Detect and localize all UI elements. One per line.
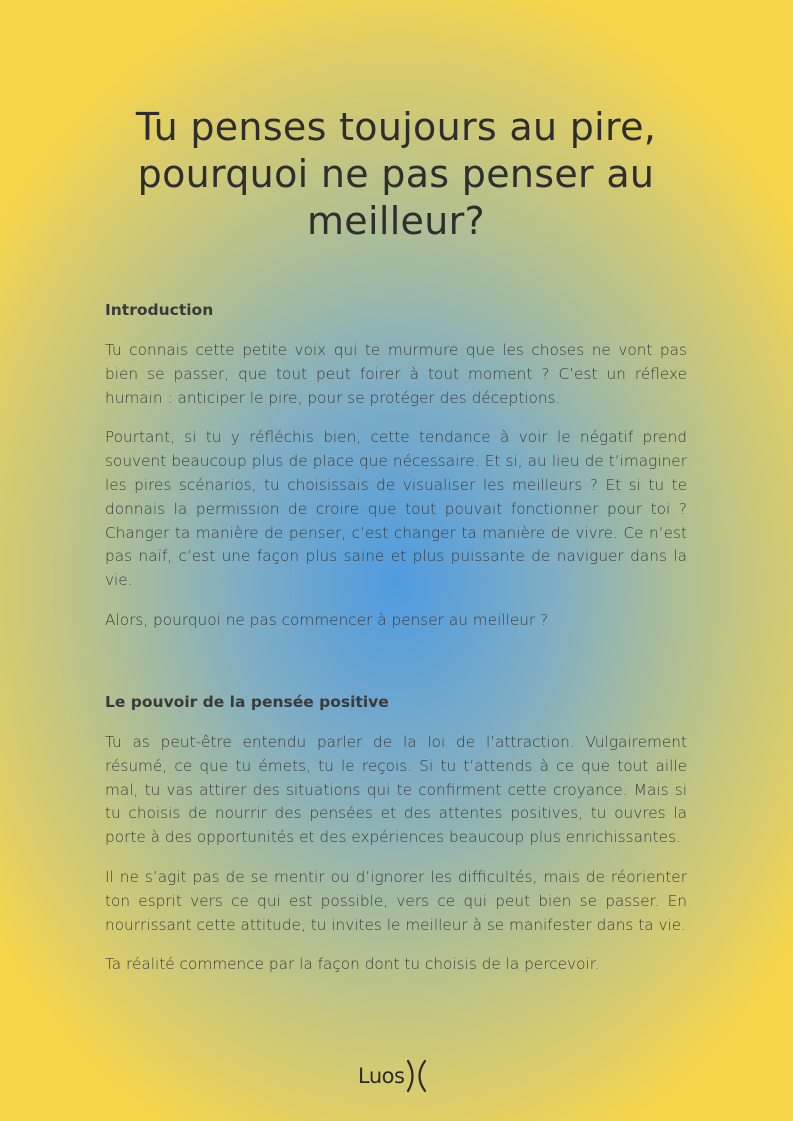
section-heading: Introduction	[105, 301, 214, 319]
paragraph: Ta réalité commence par la façon dont tu choisis de la percevoir.	[105, 955, 600, 974]
bracket-moon-logo-icon	[405, 1058, 431, 1094]
paragraph: Alors, pourquoi ne pas commencer à penser au meilleur ?	[105, 610, 549, 629]
paragraph: Pourtant, si tu y réfléchis bien, cette tendance à voir le négatif prend souvent beaucoup plus de place que nécessaire. Et si, au lieu de t’imaginer les pires scénarios, tu choisissais de visualiser les meilleurs ? Et si tu te donnais la permission de croire que tout pouvait fonctionner pour toi ? Changer ta manière de penser, c’est changer ta manière de vivre. Ce n’est pas naïf, c’est une façon plus saine et plus puissante de naviguer dans la vie.	[105, 428, 687, 590]
section-introduction	[105, 300, 687, 633]
brand-logo	[358, 1056, 438, 1096]
paragraph: Il ne s’agit pas de se mentir ou d’ignorer les difficultés, mais de réorienter ton esprit vers ce qui est possible, vers ce qui peut bien se passer. En nourrissant cette attitude, tu invites le meilleur à se manifester dans ta vie.	[105, 867, 687, 934]
logo-text: Luos	[358, 1064, 405, 1088]
paragraph: Tu as peut-être entendu parler de la loi de l’attraction. Vulgairement résumé, ce que tu émets, tu le reçois. Si tu t’attends à ce que tout aille mal, tu vas attirer des situations qui te confirment cette croyance. Mais si tu choisis de nourrir des pensées et des attentes positives, tu ouvres la porte à des opportunités et des expériences beaucoup plus enrichissantes.	[105, 733, 687, 847]
section-positive-thinking	[105, 692, 687, 977]
page-title: Tu penses toujours au pire, pourquoi ne pas penser au meilleur?	[135, 105, 657, 243]
section-heading: Le pouvoir de la pensée positive	[105, 693, 389, 711]
paragraph: Tu connais cette petite voix qui te murmure que les choses ne vont pas bien se passer, que tout peut foirer à tout moment ? C’est un réflexe humain : anticiper le pire, pour se protéger des déceptions.	[105, 341, 687, 407]
